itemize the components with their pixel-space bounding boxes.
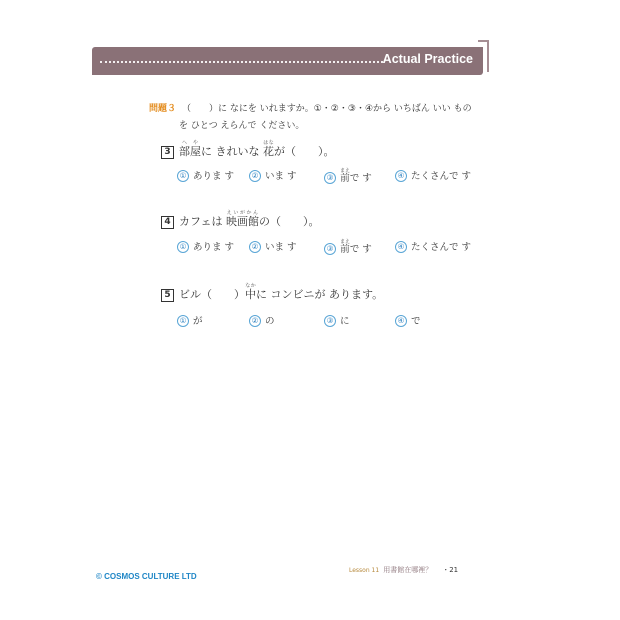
page-number: ・21 [442,566,459,574]
page-footer [349,565,458,575]
instructions [149,101,472,135]
lesson-title: 用書館在哪裡？ [383,566,433,574]
lesson-label: Lesson 11 [349,567,380,574]
question-text: の（ ）。 [258,215,320,228]
problem-number: 問題３ [149,104,177,114]
dotted-rule [100,61,383,63]
question-text: に きれいな [201,145,263,158]
question-number-box: 4 [161,216,174,229]
instruction-line-1: （ ）に なにを いれますか。①・②・③・④から いちばん いい もの [182,104,472,114]
question-4 [161,210,319,229]
option-3[interactable]: ③ 前まえで す [324,168,372,184]
option-4[interactable]: ④ たくさんで す [395,168,471,182]
option-1[interactable]: ① ありま す [177,168,234,182]
word-with-furigana: 部屋へや [179,140,201,158]
corner-bracket-decoration [478,40,489,72]
instruction-line-2: を ひとつ えらんで ください。 [179,121,305,131]
option-2[interactable]: ② いま す [249,168,297,182]
option-3[interactable]: ③ に [324,313,350,327]
word-with-furigana: 花はな [263,140,274,158]
question-text: に コンビニが あります。 [256,288,384,301]
banner-title: Actual Practice [382,52,473,66]
question-3 [161,140,335,159]
question-text: カフェは [179,215,226,228]
word-with-furigana: 映画館えいがかん [225,210,259,228]
word-with-furigana: 中なか [245,283,256,301]
question-text: ビル（ ） [179,288,245,301]
question-5 [161,283,383,302]
option-1[interactable]: ① ありま す [177,239,234,253]
option-4[interactable]: ④ たくさんで す [395,239,471,253]
copyright-notice: © COSMOS CULTURE LTD [96,572,197,581]
option-2[interactable]: ② いま す [249,239,297,253]
question-text: が（ ）。 [274,145,335,158]
option-2[interactable]: ② の [249,313,275,327]
section-banner [92,47,483,75]
question-number-box: 3 [161,146,174,159]
option-1[interactable]: ① が [177,313,203,327]
option-4[interactable]: ④ で [395,313,421,327]
option-3[interactable]: ③ 前まえで す [324,239,372,255]
question-number-box: 5 [161,289,174,302]
